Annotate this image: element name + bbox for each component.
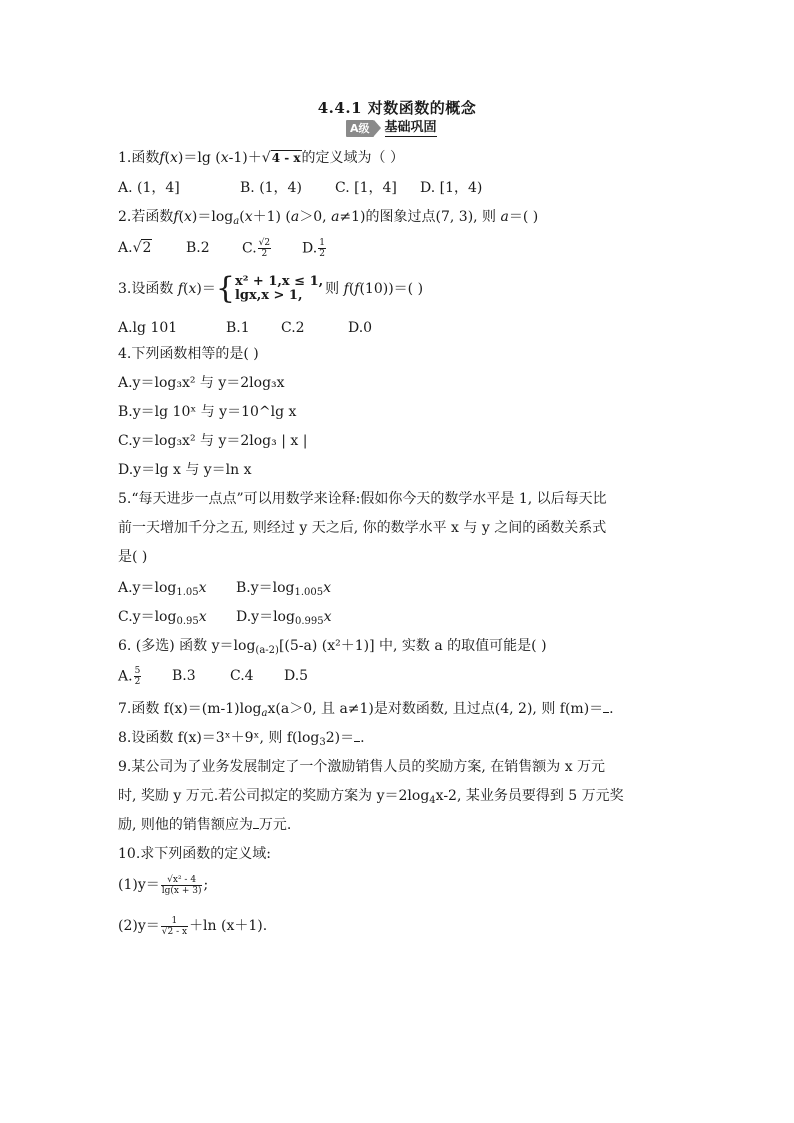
option-c: $C.y=\log_{0.95}x$	[118, 609, 207, 627]
option-d: D.5	[284, 668, 309, 684]
level-tag: A级	[346, 120, 374, 137]
question-4-option-a: A.y＝log₃x² 与 y＝2log₃x	[118, 375, 285, 391]
page-title: 4.4.1 对数函数的概念	[317, 99, 477, 117]
option-c: C.2	[281, 320, 305, 336]
option-d: D. $\frac{1}{2}$	[302, 238, 325, 259]
option-b: B. (1，4)	[240, 180, 302, 196]
option-c: C. [1，4]	[335, 180, 397, 196]
question-10-part-2: (2)y＝ $\frac{1}{√2 - x}$ ＋ln (x＋1).	[118, 915, 268, 937]
sqrt-expression: 4 - x	[271, 151, 301, 165]
option-a: A. $\frac{5}{2}$	[118, 666, 141, 687]
question-5-line-1: 5.“每天进步一点点”可以用数学来诠释:假如你今天的数学水平是 1, 以后每天比	[118, 491, 607, 507]
option-a: A.√2	[118, 240, 152, 256]
level-badge	[346, 119, 437, 137]
question-9-line-3: 励, 则他的销售额应为 万元.	[118, 817, 292, 833]
question-8-stem: 8.设函数 f(x)＝3ˣ＋9ˣ, 则 $f(\log_32)=$ .	[118, 730, 365, 748]
question-2-stem: 2.若函数$f(x)=\log_a(x+1)$ (a＞0, a≠1)的图象过点(7, 3), 则 a＝( )	[118, 209, 539, 227]
question-9-line-1: 9.某公司为了业务发展制定了一个激励销售人员的奖励方案, 在销售额为 x 万元	[118, 759, 606, 775]
option-c: C. $\frac{√2}{2}$	[242, 238, 271, 259]
question-10-stem: 10.求下列函数的定义域:	[118, 846, 271, 862]
option-b: B.1	[226, 320, 250, 336]
option-b: B.3	[172, 668, 196, 684]
option-d: D. [1，4)	[420, 180, 483, 196]
option-c: C.4	[230, 668, 254, 684]
option-b: $B.y=\log_{1.005}x$	[236, 580, 332, 598]
question-10-part-1: (1)y＝ $\frac{\text{√x² - 4}}{\lg(x + 3)}$ ;	[118, 874, 209, 896]
question-6-stem: 6. (多选) 函数 $y=\log_{(a-2)}[(5-a)$ (x²＋1)] 中, 实数 a 的取值可能是( )	[118, 638, 547, 656]
piecewise-function: { x² + 1,x ≤ 1, lgx,x > 1,	[215, 271, 324, 306]
question-9-line-2: 时, 奖励 y 万元.若公司拟定的奖励方案为 $y=2\log_4x-2$, 某业务员要得到 5 万元奖	[118, 788, 624, 806]
option-b: B.2	[186, 240, 210, 256]
question-2-options	[0, 238, 794, 264]
level-label: 基础巩固	[384, 119, 437, 135]
option-a: A.lg 101	[118, 320, 178, 336]
question-5-line-3: 是( )	[118, 549, 148, 565]
option-a: $A.y=\log_{1.05}x$	[118, 580, 207, 598]
question-4-option-c: C.y＝log₃x² 与 y＝2log₃ | x |	[118, 433, 308, 449]
question-4-option-d: D.y＝lg x 与 y＝ln x	[118, 462, 252, 478]
option-a: A. (1，4]	[118, 180, 180, 196]
question-5-line-2: 前一天增加千分之五, 则经过 y 天之后, 你的数学水平 x 与 y 之间的函数关系式	[118, 520, 607, 536]
question-1-stem: 1.函数f(x)＝lg (x-1)＋√4 - x的定义域为（ ）	[118, 150, 404, 166]
option-d: $D.y=\log_{0.995}x$	[236, 609, 332, 627]
option-d: D.0	[348, 320, 373, 336]
question-7-stem: 7.函数 $f(x)=(m-1)\log_ax(a>0$, 且 a≠1)是对数函数, 且过点(4, 2), 则 f(m)＝ .	[118, 701, 614, 719]
question-6-options	[0, 666, 794, 692]
question-4-stem: 4.下列函数相等的是( )	[118, 346, 259, 362]
question-3-stem: 3.设函数 f(x)＝{ x² + 1,x ≤ 1, lgx,x > 1, 则 f(f(10))＝( )	[118, 271, 424, 306]
question-4-option-b: B.y＝lg 10ˣ 与 y＝10^lg x	[118, 404, 297, 420]
